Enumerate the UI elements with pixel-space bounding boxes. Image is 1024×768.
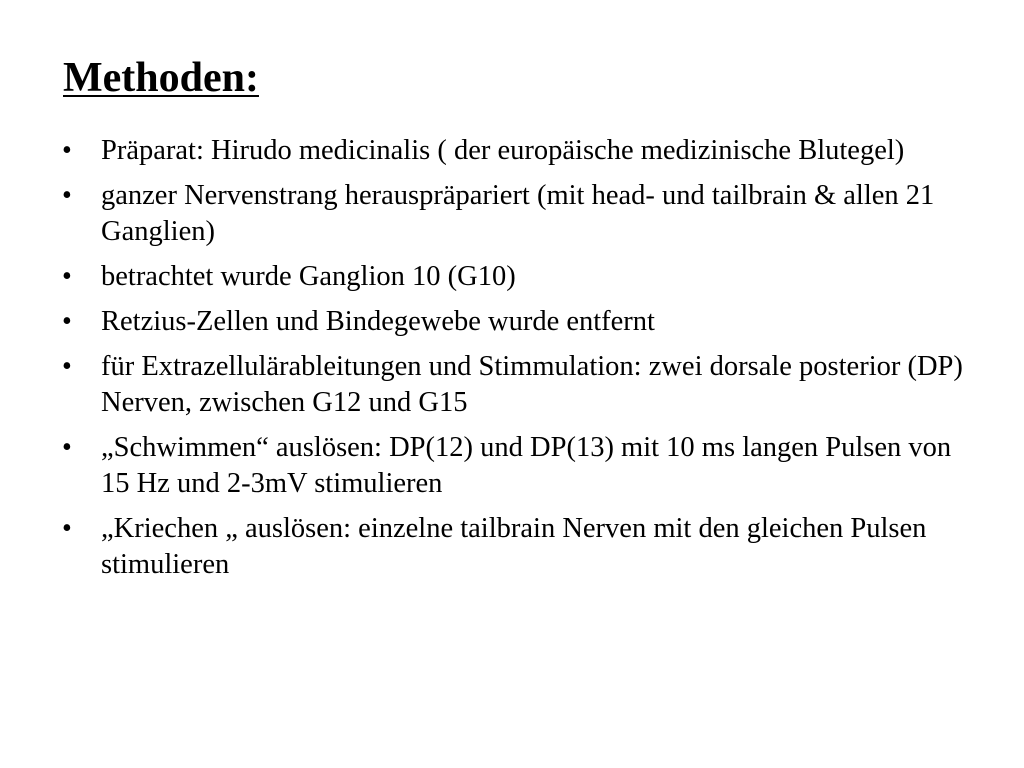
bullet-item-preparation <box>60 133 970 169</box>
bullet-item-nerve-cord <box>60 178 970 250</box>
bullet-icon: • <box>62 135 72 166</box>
bullet-text: Präparat: Hirudo medicinalis ( der europäische medizinische Blutegel) <box>101 135 905 166</box>
bullet-icon: • <box>62 261 72 292</box>
bullet-text: für Extrazellulärableitungen und Stimmulation: zwei dorsale posterior (DP) Nerven, zwischen G12 und G15 <box>101 351 963 418</box>
bullet-text: ganzer Nervenstrang herauspräpariert (mit head- und tailbrain & allen 21 Ganglien) <box>101 180 935 247</box>
bullet-item-ganglion <box>60 259 970 295</box>
bullet-text: Retzius-Zellen und Bindegewebe wurde entfernt <box>101 306 655 337</box>
bullet-item-extracellular <box>60 349 970 421</box>
bullet-text: „Kriechen „ auslösen: einzelne tailbrain Nerven mit den gleichen Pulsen stimulieren <box>101 513 927 580</box>
bullet-list <box>60 133 970 592</box>
bullet-icon: • <box>62 432 72 463</box>
bullet-item-swimming <box>60 430 970 502</box>
bullet-item-crawling <box>60 511 970 583</box>
bullet-text: betrachtet wurde Ganglion 10 (G10) <box>101 261 516 292</box>
bullet-icon: • <box>62 180 72 211</box>
bullet-icon: • <box>62 306 72 337</box>
slide-title: Methoden: <box>63 55 259 101</box>
bullet-item-retzius <box>60 304 970 340</box>
bullet-icon: • <box>62 513 72 544</box>
bullet-text: „Schwimmen“ auslösen: DP(12) und DP(13) mit 10 ms langen Pulsen von 15 Hz und 2-3mV stimulieren <box>101 432 952 499</box>
bullet-icon: • <box>62 351 72 382</box>
